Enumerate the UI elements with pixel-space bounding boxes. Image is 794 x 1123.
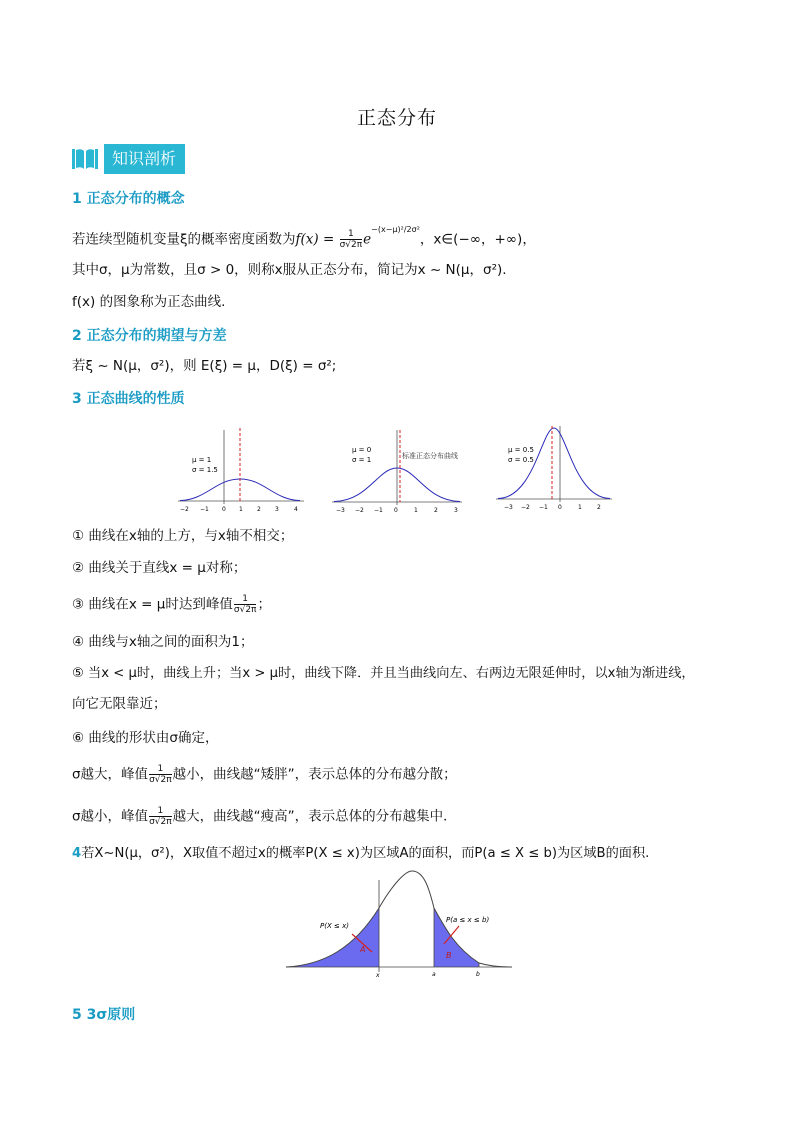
frac-num: 1 [149,764,172,775]
exp-base: e [363,231,372,248]
graph-3-ticks [504,504,601,511]
region-b-label: B [446,951,452,960]
frac-num: 1 [340,229,363,240]
property-6: ⑥ 曲线的形状由σ确定， [72,730,219,746]
property-2: ② 曲线关于直线x = μ对称； [72,560,247,576]
tick: 2 [597,504,601,511]
property-7-end: 越小，曲线越“矮胖”，表示总体的分布越分散； [172,766,457,783]
peak-fraction [149,764,172,785]
area-figure [284,868,516,980]
section-heading-2: 2 正态分布的期望与方差 [72,328,227,344]
tick: 2 [257,506,261,513]
frac-num: 1 [234,594,257,605]
property-1: ① 曲线在x轴的上方，与x轴不相交； [72,528,294,544]
graph-1-mu: μ = 1 [192,456,212,464]
section-heading-5: 5 3σ原则 [72,1007,136,1023]
tick: −2 [180,506,189,513]
normal-graph-2 [330,426,464,516]
exp-power: −(x−μ)²/2σ² [371,225,420,234]
frac-den: σ√2π [149,817,172,827]
x-tick: x [376,972,380,979]
badge-label: 知识剖析 [104,144,185,174]
frac-num: 1 [149,806,172,817]
a-tick: a [432,971,436,978]
tick: 0 [558,504,562,511]
property-3-text: ③ 曲线在x = μ时达到峰值 [72,596,233,613]
tick: −1 [539,504,548,511]
tick: −3 [336,507,345,514]
property-7-text: σ越大，峰值 [72,766,149,783]
density-fx: f(x) = [295,231,335,248]
expectation-line: 若ξ ~ N(μ，σ²)，则 E(ξ) = μ，D(ξ) = σ²; [72,358,337,374]
peak-fraction [234,594,257,615]
book-icon [72,147,98,171]
tick: 1 [414,507,418,514]
property-8-text: σ越小，峰值 [72,808,149,825]
property-4: ④ 曲线与x轴之间的面积为1； [72,634,254,650]
tick: 1 [239,506,243,513]
tick: −2 [521,504,530,511]
region-a-label: A [360,945,366,954]
tick: −1 [374,507,383,514]
tick: 1 [578,504,582,511]
curve-def-line: f(x) 的图象称为正态曲线. [72,294,226,310]
tick: 0 [222,506,226,513]
graph-2-mu: μ = 0 [352,446,372,454]
param-line: 其中σ，μ为常数，且σ > 0，则称x服从正态分布，简记为x ~ N(μ，σ²). [72,262,507,278]
property-5-cont: 向它无限靠近； [72,696,167,712]
tick: −1 [200,506,209,513]
normal-graph-1 [176,424,306,516]
property-3 [72,594,271,615]
property-8 [72,806,457,827]
normal-graph-3 [494,422,614,516]
b-tick: b [476,971,480,978]
tick: 4 [294,506,298,513]
section-4-number: 4 [72,846,82,861]
density-fraction [340,229,363,250]
property-8-end: 越大，曲线越“瘦高”，表示总体的分布越集中． [172,808,457,825]
graph-1-sigma: σ = 1.5 [192,466,218,474]
tick: 0 [394,507,398,514]
peak-fraction [149,806,172,827]
p-b-label: P(a ≤ x ≤ b) [446,916,490,924]
tick: −3 [504,504,513,511]
density-line [72,226,536,250]
property-7 [72,764,457,785]
region-a [286,908,379,967]
tick: −2 [355,507,364,514]
graph-2-ticks [336,507,458,514]
density-domain: ，x∈(−∞，+∞)， [419,231,536,248]
density-intro: 若连续型随机变量ξ的概率密度函数为 [72,231,296,248]
graph-2-sigma: σ = 1 [352,456,372,464]
standard-curve-note: 标准正态分布曲线 [402,452,458,460]
frac-den: σ√2π [339,240,363,250]
property-3-end: ； [257,596,271,613]
property-5: ⑤ 当x < μ时，曲线上升；当x > μ时，曲线下降．并且当曲线向左、右两边无限延伸时，以x轴为渐进线， [72,666,695,681]
section-4-text: 若X~N(μ，σ²)，X取值不超过x的概率P(X ≤ x)为区域A的面积，而P(a ≤ X ≤ b)为区域B的面积. [81,846,650,861]
page-title: 正态分布 [356,107,437,129]
p-a-label: P(X ≤ x) [320,922,349,930]
tick: 3 [275,506,279,513]
frac-den: σ√2π [149,775,172,785]
frac-den: σ√2π [233,605,257,615]
section-heading-3: 3 正态曲线的性质 [72,391,185,407]
graph-3-sigma: σ = 0.5 [508,456,534,464]
graph-3-mu: μ = 0.5 [508,446,534,454]
section-badge [72,144,185,174]
graph-1-ticks [180,506,298,513]
section-heading-1: 1 正态分布的概念 [72,191,185,207]
tick: 3 [454,507,458,514]
section-4-line [72,844,649,864]
tick: 2 [434,507,438,514]
